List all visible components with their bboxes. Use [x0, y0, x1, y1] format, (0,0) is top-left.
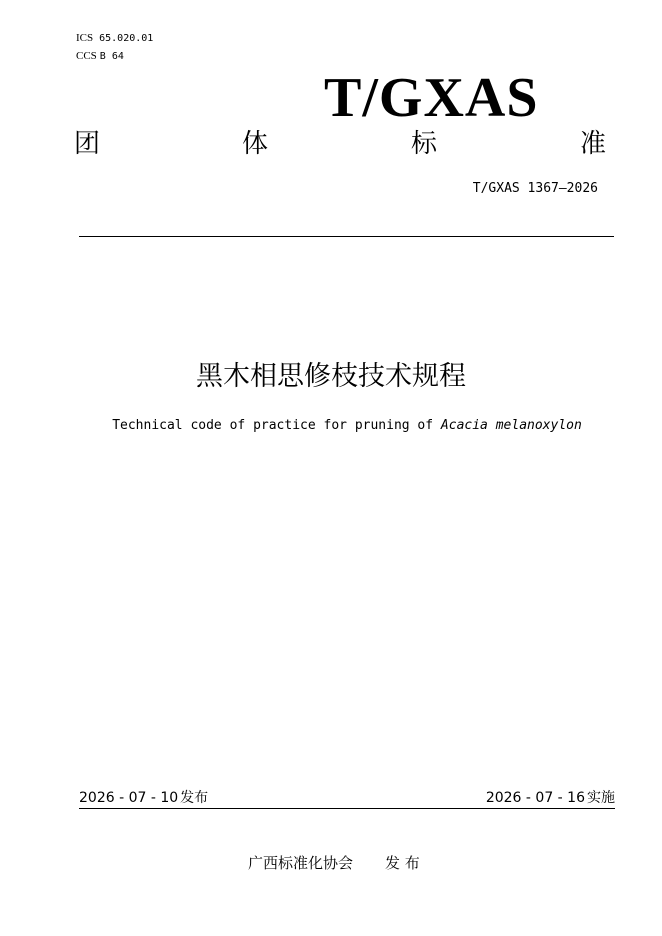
effective-date	[486, 789, 615, 807]
header-divider	[79, 236, 614, 237]
english-title-species: Acacia melanoxylon	[440, 418, 582, 433]
ics-line	[76, 31, 153, 46]
document-title-chinese: 黑木相思修枝技术规程	[196, 361, 466, 392]
ccs-label: CCS	[76, 50, 97, 62]
category-char-3: 标	[411, 129, 438, 159]
category-char-1: 团	[74, 129, 101, 159]
effective-date-value: 2026 - 07 - 16	[485, 790, 585, 806]
ics-label: ICS	[76, 32, 94, 44]
release-word: 发布	[180, 790, 209, 806]
effective-word: 实施	[587, 790, 615, 806]
release-date-value: 2026 - 07 - 10	[79, 790, 179, 806]
publisher	[248, 854, 420, 872]
publisher-action: 发 布	[385, 854, 420, 872]
ics-code: 65.020.01	[99, 33, 154, 44]
ccs-code: B 64	[99, 51, 124, 62]
category-char-2: 体	[242, 129, 269, 159]
standard-number: T/GXAS 1367—2026	[472, 181, 598, 196]
release-date	[79, 789, 208, 807]
publisher-name: 广西标准化协会	[248, 854, 354, 872]
document-title-english	[0, 418, 662, 434]
footer-divider	[79, 808, 615, 809]
org-code-logo: T/GXAS	[324, 67, 539, 129]
category-char-4: 准	[580, 129, 607, 159]
english-title-prefix: Technical code of practice for pruning of	[112, 418, 441, 433]
ccs-line	[76, 49, 124, 64]
